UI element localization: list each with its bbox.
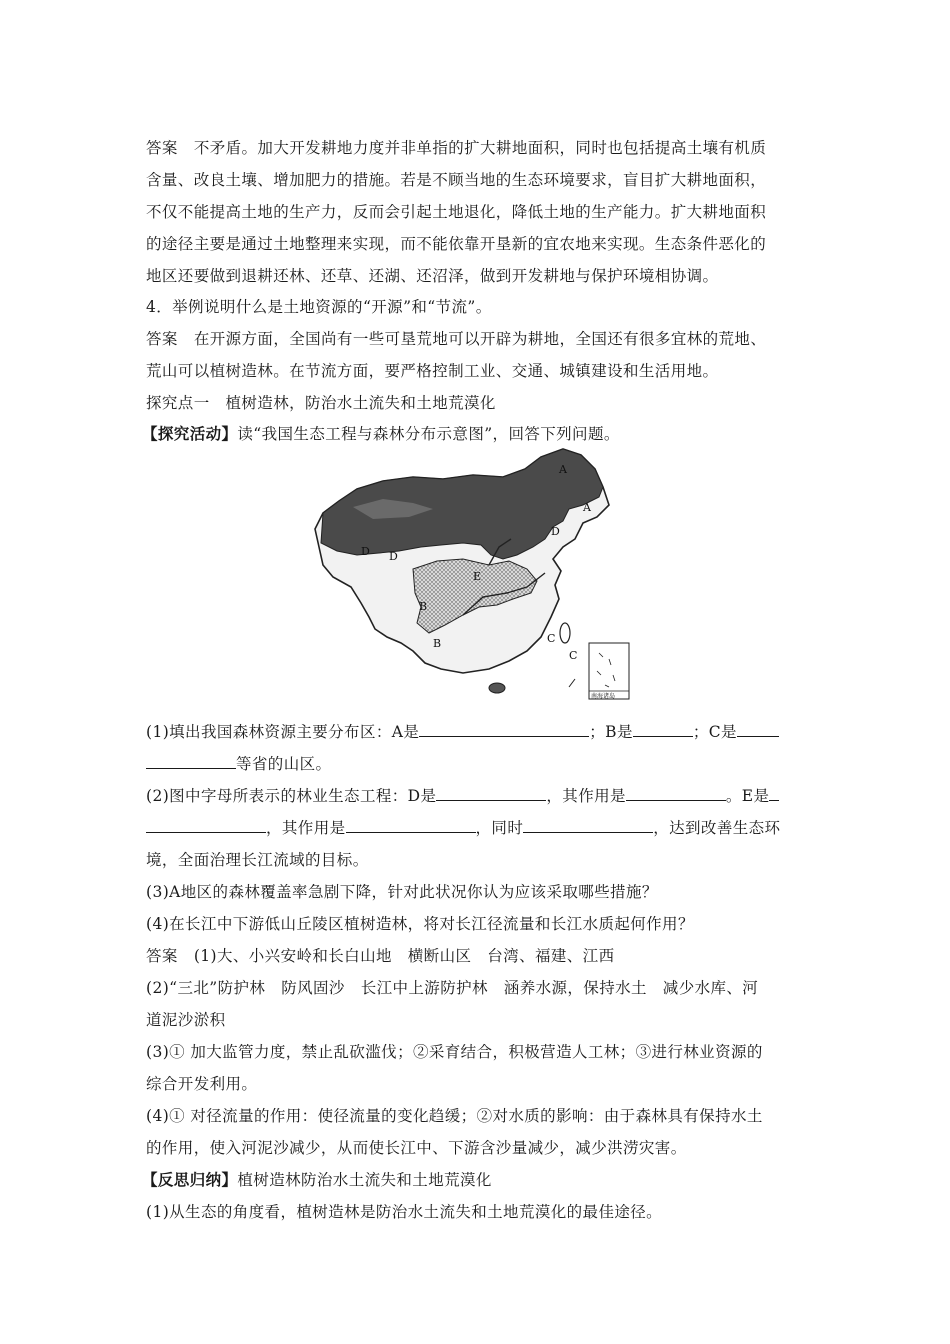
blank-q1-b[interactable]: [633, 722, 693, 737]
answer-label: 答案: [146, 947, 178, 965]
answer-1: 答案 (1)大、小兴安岭和长白山地 横断山区 台湾、福建、江西: [146, 947, 615, 965]
answer-label: 答案: [146, 139, 178, 157]
answer-2-line-1: (2)“三北”防护林 防风固沙 长江中上游防护林 涵养水源，保持水土 减少水库、河: [146, 979, 759, 997]
label-a-2: A: [583, 501, 591, 514]
blank-q1-a[interactable]: [419, 722, 589, 737]
label-d-1: D: [551, 525, 560, 538]
label-c-1: C: [547, 632, 556, 645]
q4-answer-line-2: 荒山可以植树造林。在节流方面，要严格控制工业、交通、城镇建设和生活用地。: [146, 362, 719, 380]
prev-answer-line-3: 不仅不能提高土地的生产力，反而会引起土地退化，降低土地的生产能力。扩大耕地面积: [146, 203, 767, 221]
taiwan-island: [560, 623, 570, 643]
blank-q1-c-end[interactable]: [146, 754, 236, 769]
label-c-2: C: [569, 649, 578, 662]
label-b-2: B: [433, 637, 442, 650]
question-1-line-2: 等省的山区。: [146, 754, 816, 774]
prev-answer-line-1: 答案 不矛盾。加大开发耕地力度并非单指的扩大耕地面积，同时也包括提高土壤有机质: [146, 139, 767, 157]
answer-label: 答案: [146, 330, 178, 348]
answer-4-line-1: (4)① 对径流量的作用：使径流量的变化趋缓；②对水质的影响：由于森林具有保持水土: [146, 1107, 763, 1125]
prev-answer-line-5: 地区还要做到退耕还林、还草、还湖、还沼泽，做到开发耕地与保护环境相协调。: [146, 267, 719, 285]
hainan-island: [489, 683, 505, 693]
q4-answer-line-1: 答案 在开源方面，全国尚有一些可垦荒地可以开辟为耕地，全国还有很多宜林的荒地、: [146, 330, 767, 348]
activity-text: 读“我国生态工程与森林分布示意图”，回答下列问题。: [237, 425, 620, 443]
question-3: (3)A地区的森林覆盖率急剧下降，针对此状况你认为应该采取哪些措施？: [146, 883, 658, 901]
blank-q2-e[interactable]: [146, 818, 266, 833]
map-figure: [313, 447, 633, 705]
prev-answer-line-2: 含量、改良土壤、增加肥力的措施。若是不顾当地的生态环境要求，盲目扩大耕地面积，: [146, 171, 767, 189]
blank-q1-c-start[interactable]: [737, 722, 779, 737]
activity-intro: [142, 424, 812, 444]
question-1-line-1: (1)填出我国森林资源主要分布区：A是 ；B是 ；C是: [146, 722, 816, 742]
label-d-3: D: [389, 550, 398, 563]
answer-3-line-1: (3)① 加大监管力度，禁止乱砍滥伐；②采育结合，积极营造人工林；③进行林业资源的: [146, 1043, 763, 1061]
answer-4-line-2: 的作用，使入河泥沙减少，从而使长江中、下游含沙量减少，减少洪涝灾害。: [146, 1139, 687, 1157]
question-2-line-2: ，其作用是 ，同时 ，达到改善生态环: [146, 818, 816, 838]
section-title: 探究点一 植树造林，防治水土流失和土地荒漠化: [146, 394, 496, 412]
blank-q2-d-role[interactable]: [626, 786, 726, 801]
blank-q2-d[interactable]: [436, 786, 546, 801]
label-b-1: B: [419, 600, 428, 613]
question-2-line-1: (2)图中字母所表示的林业生态工程：D是 ，其作用是 。E是: [146, 786, 816, 806]
answer-2-line-2: 道泥沙淤积: [146, 1011, 226, 1029]
label-d-2: D: [361, 545, 370, 558]
reflection-title: 植树造林防治水土流失和土地荒漠化: [237, 1171, 492, 1189]
question-4: 4．举例说明什么是土地资源的“开源”和“节流”。: [146, 298, 492, 316]
reflection-point-1: (1)从生态的角度看，植树造林是防治水土流失和土地荒漠化的最佳途径。: [146, 1203, 663, 1221]
south-sea-inset: [589, 643, 629, 699]
blank-q2-meanwhile[interactable]: [523, 818, 653, 833]
reflection-tag: 【反思归纳】: [142, 1170, 238, 1189]
question-4-sub: (4)在长江中下游低山丘陵区植树造林，将对长江径流量和长江水质起何作用？: [146, 915, 694, 933]
label-e: E: [473, 570, 482, 583]
inset-label: 南海诸岛: [591, 693, 616, 700]
prev-answer-line-4: 的途径主要是通过土地整理来实现，而不能依靠开垦新的宜农地来实现。生态条件恶化的: [146, 235, 767, 253]
answer-3-line-2: 综合开发利用。: [146, 1075, 258, 1093]
activity-tag: 【探究活动】: [142, 424, 238, 443]
china-forest-map: [313, 447, 633, 705]
question-2-line-3: 境，全面治理长江流域的目标。: [146, 851, 369, 869]
label-a-1: A: [559, 463, 567, 476]
reflection-heading: [142, 1170, 812, 1190]
blank-q2-e-role[interactable]: [346, 818, 476, 833]
blank-q2-e-start[interactable]: [769, 786, 779, 801]
